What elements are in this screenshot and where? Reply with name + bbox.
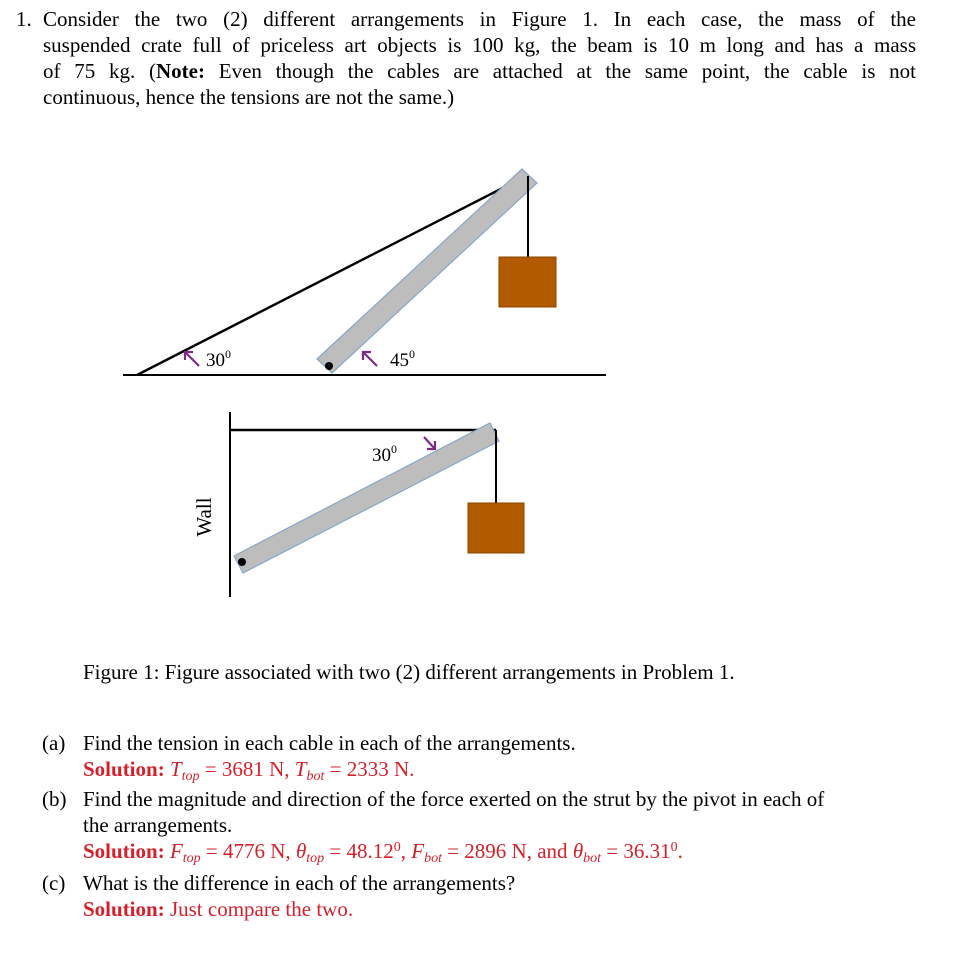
top-beam-angle-arrow <box>363 352 377 366</box>
line3-suffix: Even though the cables are attached at the same point, the cable is not <box>205 59 916 83</box>
part-a <box>42 730 922 782</box>
part-a-label: (a) <box>42 731 66 755</box>
bottom-crate <box>468 503 524 553</box>
problem-line-1: Consider the two (2) different arrangements in Figure 1. In each case, the mass of the <box>43 7 916 31</box>
top-crate <box>499 257 556 307</box>
problem-number: 1. <box>16 7 32 31</box>
figure-arrangements <box>0 150 955 610</box>
bottom-angle-label: $30^0$ <box>372 442 397 466</box>
part-a-solution: Solution: $T_{top} = 3681$ N, $T_{bot} = 2333$ N. <box>83 757 415 784</box>
problem-line-4: continuous, hence the tensions are not the same.) <box>43 85 455 109</box>
wall-label: Wall <box>192 497 216 537</box>
top-cable-angle-label: $30^0$ <box>206 347 231 371</box>
part-a-solution-label: Solution: <box>83 757 165 781</box>
part-b-solution: Solution: $F_{top} = 4776$ N, $\theta_{top} = 48.12^0$, $F_{bot} = 2896$ N, and $\theta_{bot} = 36.31^0$. <box>83 839 683 866</box>
line3-prefix: of 75 kg. ( <box>43 59 157 83</box>
figure-caption: Figure 1: Figure associated with two (2) different arrangements in Problem 1. <box>83 660 735 684</box>
part-c-solution: Solution: Just compare the two. <box>83 897 354 921</box>
problem-parts <box>42 730 922 922</box>
part-c-solution-label: Solution: <box>83 897 165 921</box>
problem-statement <box>16 6 916 110</box>
part-b-solution-label: Solution: <box>83 839 165 863</box>
bottom-pivot <box>238 558 246 566</box>
problem-body <box>43 6 916 110</box>
part-b-label: (b) <box>42 787 67 811</box>
top-beam-angle-label: $45^0$ <box>390 347 415 371</box>
part-b-question-line-1: Find the magnitude and direction of the force exerted on the strut by the pivot in each of <box>83 787 825 811</box>
part-b <box>42 786 922 864</box>
part-c-question: What is the difference in each of the arrangements? <box>83 871 516 895</box>
part-b-question-line-2: the arrangements. <box>83 813 233 837</box>
note-label: Note: <box>156 59 205 83</box>
top-pivot <box>325 362 333 370</box>
problem-line-2: suspended crate full of priceless art objects is 100 kg, the beam is 10 m long and has a mass <box>43 33 916 57</box>
bottom-beam <box>234 423 499 573</box>
part-c <box>42 870 922 922</box>
part-a-question: Find the tension in each cable in each of the arrangements. <box>83 731 576 755</box>
bottom-angle-arrow <box>424 437 435 449</box>
part-c-label: (c) <box>42 871 66 895</box>
top-cable-angle-arrow <box>185 352 199 366</box>
problem-line-3 <box>43 58 916 84</box>
